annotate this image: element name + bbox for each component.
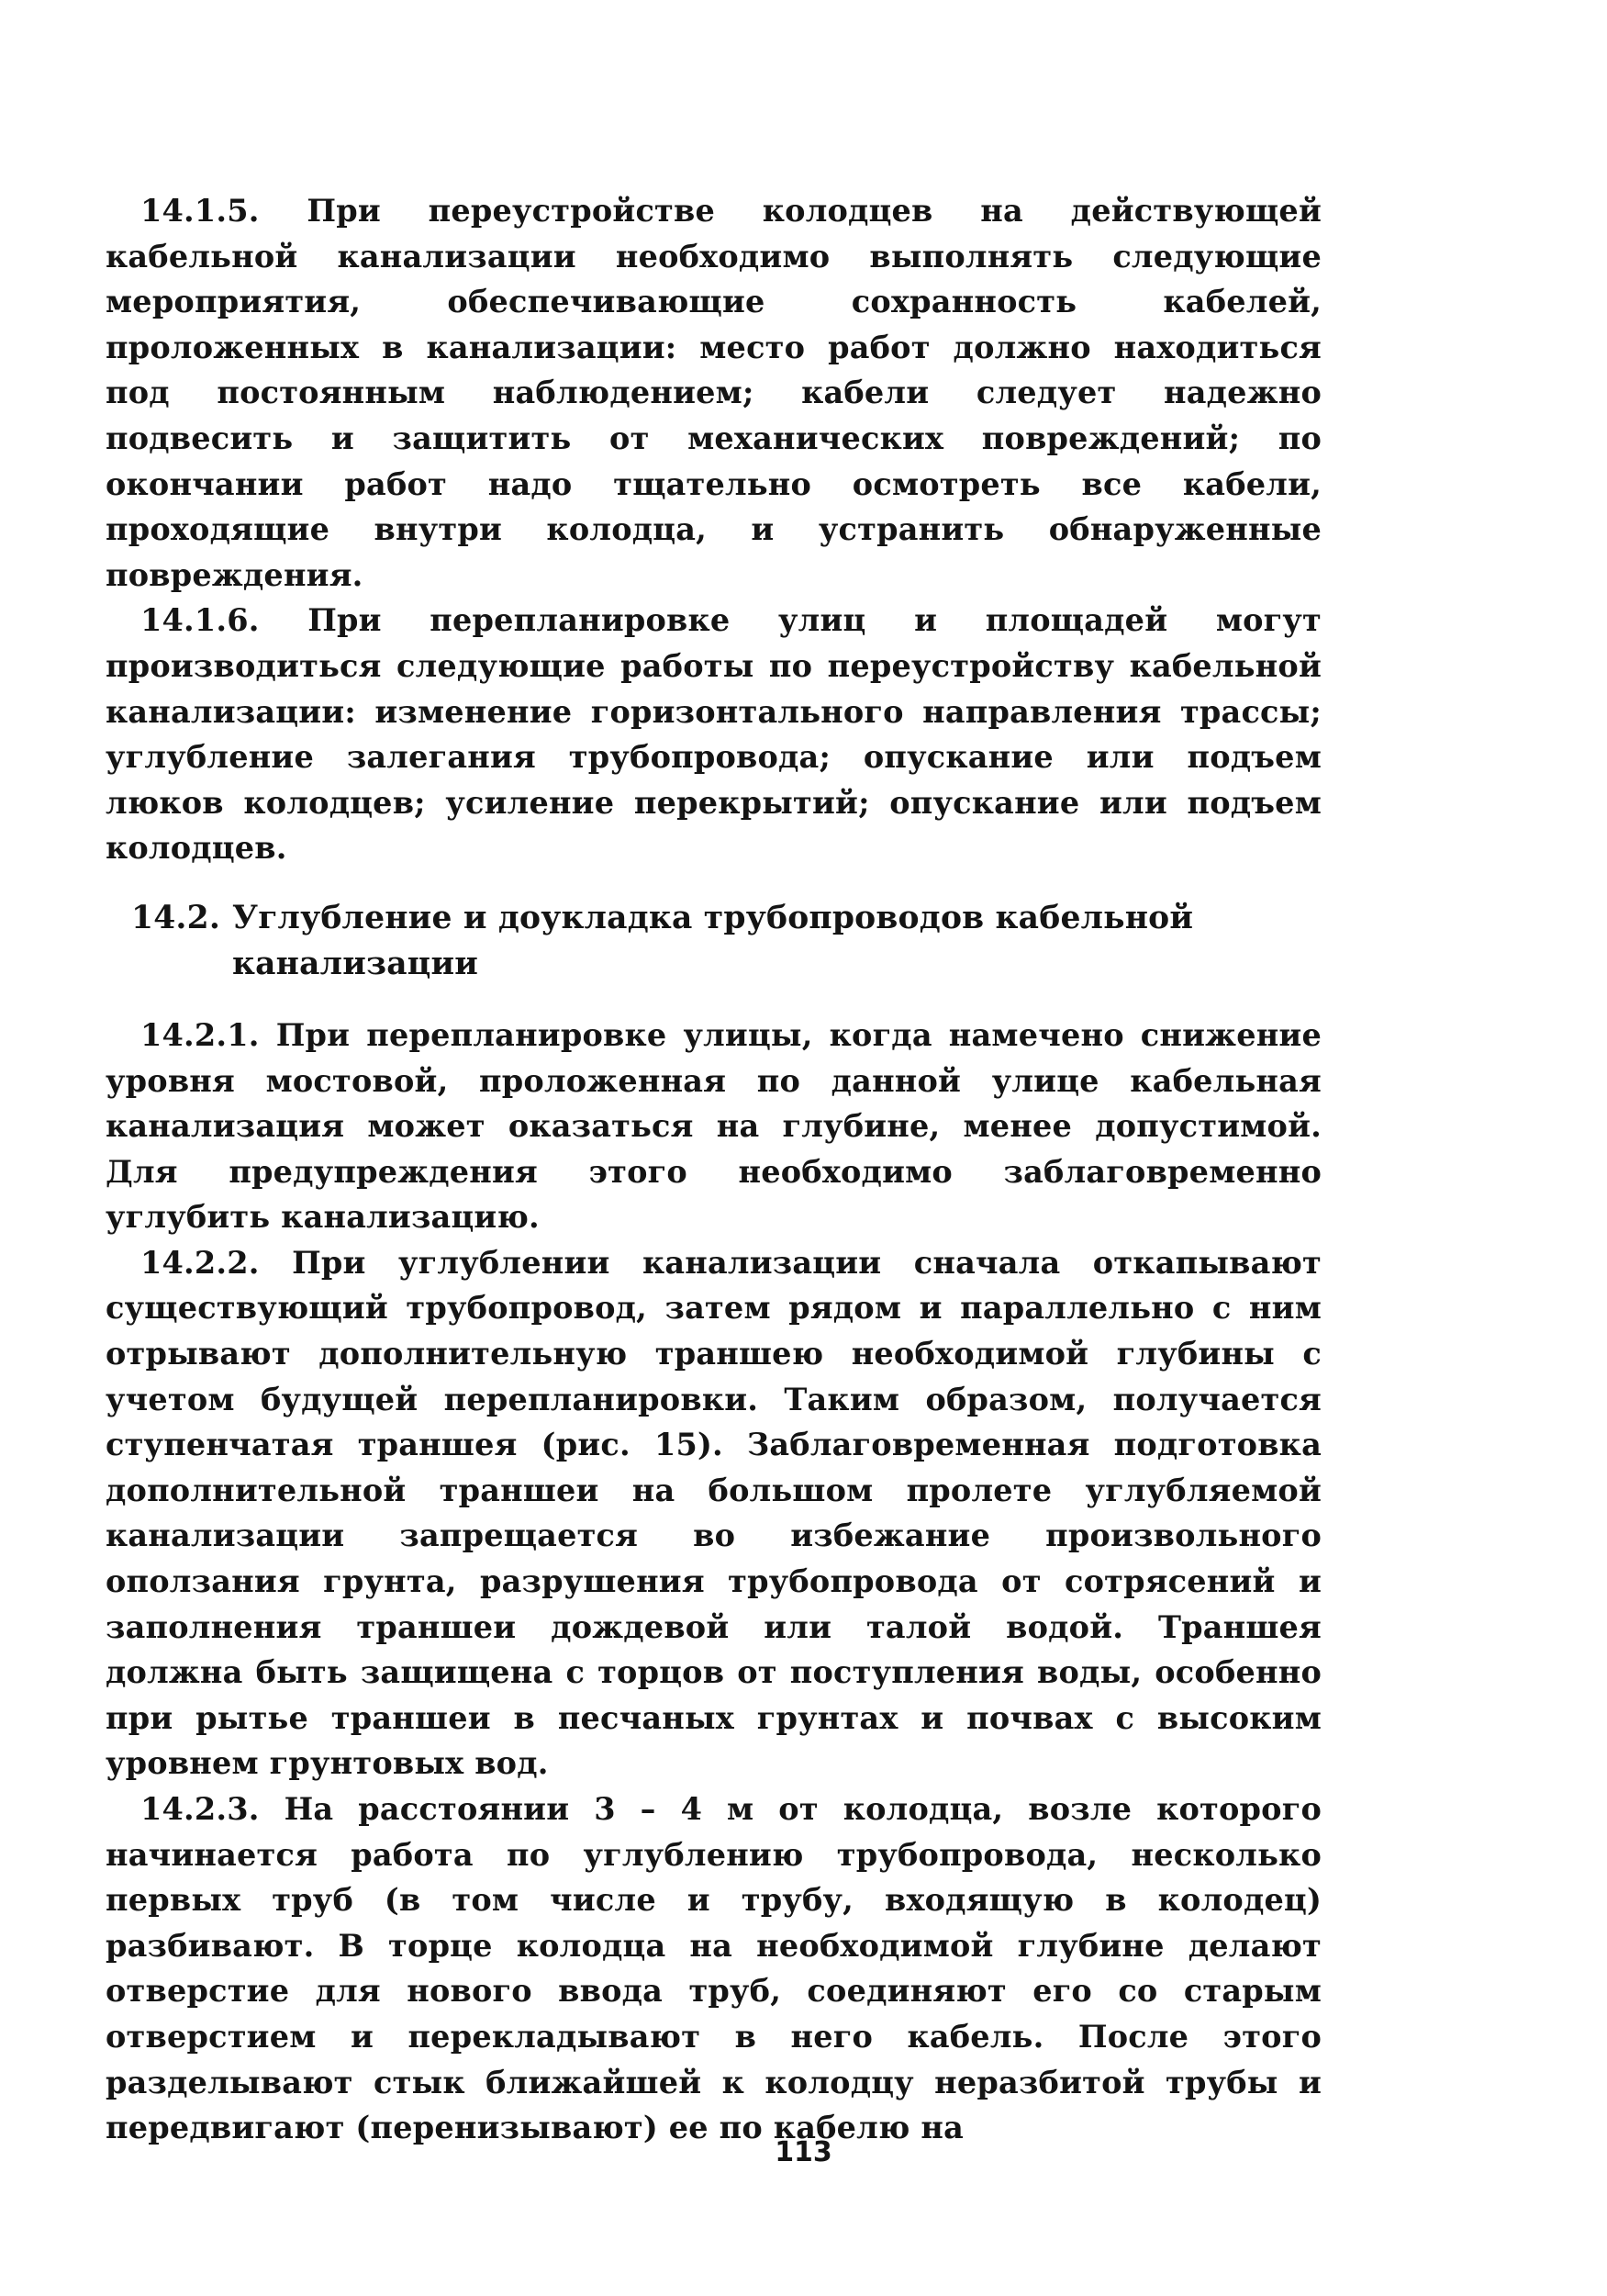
section-number: 14.2. — [131, 899, 221, 936]
paragraph-14-1-5: 14.1.5. При переустройстве колодцев на действующей кабельной канализации необходимо выполнять следующие мероприятия, обеспечивающие сохранность кабелей, проложенных в канализации: место работ должно находиться под постоянным наблюдением; кабели следует надежно подвесить и защитить от механических повреждений; по окончании работ надо тщательно осмотреть все кабели, проходящие внутри колодца, и устранить обнаруженные повреждения. — [106, 193, 1322, 593]
section-title: Углубление и доукладка трубопроводов кабельной канализации — [232, 899, 1194, 982]
paragraph-14-2-1: 14.2.1. При перепланировке улицы, когда намечено снижение уровня мостовой, проложенная по данной улице кабельная канализация может оказаться на глубине, менее допустимой. Для предупреждения этого необходимо заблаговременно углубить канализацию. — [106, 1016, 1322, 1236]
paragraph-14-2-2: 14.2.2. При углублении канализации сначала откапывают существующий трубопровод, затем рядом и параллельно с ним отрывают дополнительную траншею необходимой глубины с учетом будущей перепланировки. Таким образом, получается ступенчатая траншея (рис. 15). Заблаговременная подготовка дополнительной траншеи на большом пролете углубляемой канализации запрещается во избежание произвольного оползания грунта, разрушения трубопровода от сотрясений и заполнения траншеи дождевой или талой водой. Траншея должна быть защищена с торцов от поступления воды, особенно при рытье траншеи в песчаных грунтах и почвах с высоким уровнем грунтовых вод. — [106, 1244, 1322, 1782]
page-body — [106, 188, 1322, 2151]
page-number: 113 — [775, 2136, 832, 2168]
paragraph-14-1-6: 14.1.6. При перепланировке улиц и площадей могут производиться следующие работы по переустройству кабельной канализации: изменение горизонтального направления трассы; углубление залегания трубопровода; опускание или подъем люков колодцев; усиление перекрытий; опускание или подъем колодцев. — [106, 602, 1322, 867]
section-heading — [106, 895, 1322, 987]
paragraph-14-2-3: 14.2.3. На расстоянии 3 – 4 м от колодца, возле которого начинается работа по углублению трубопровода, несколько первых труб (в том числе и трубу, входящую в колодец) разбивают. В торце колодца на необходимой глубине делают отверстие для нового ввода труб, соединяют его со старым отверстием и перекладывают в него кабель. После этого разделывают стык ближайшей к колодцу неразбитой трубы и передвигают (перенизывают) ее по кабелю на — [106, 1791, 1322, 2146]
